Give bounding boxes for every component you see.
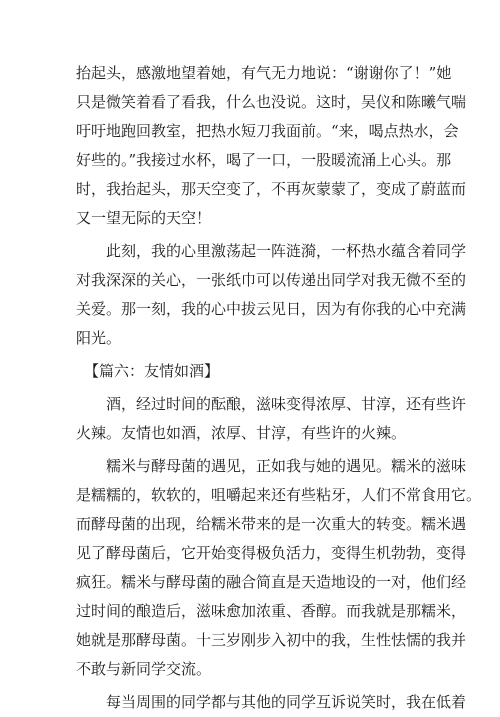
paragraph — [76, 688, 467, 717]
document-body — [76, 59, 482, 717]
text-line: 过时间的酿造后，滋味愈加浓重、香醇。而我就是那糯米， — [76, 602, 467, 620]
text-line: 此刻，我的心里激荡起一阵涟漪，一杯热水蕴含着同学 — [106, 242, 467, 260]
text-line: 时，我抬起头，那天空变了，不再灰蒙蒙了，变成了蔚蓝而 — [76, 180, 467, 198]
text-line: 阳光。 — [76, 329, 122, 347]
section-heading-text: 【篇六：友情如酒】 — [84, 362, 220, 380]
text-line: 对我深深的关心，一张纸巾可以传递出同学对我无微不至的 — [76, 271, 467, 289]
section-heading — [76, 357, 428, 386]
text-line: 又一望无际的天空！ — [76, 209, 212, 227]
text-line: 抬起头，感激地望着她，有气无力地说：“谢谢你了！”她 — [76, 64, 452, 82]
text-line: 见了酵母菌后，它开始变得极负活力，变得生机勃勃，变得 — [76, 544, 467, 562]
text-line: 而酵母菌的出现，给糯米带来的是一次重大的转变。糯米遇 — [76, 515, 467, 533]
text-line: 糯米与酵母菌的遇见，正如我与她的遇见。糯米的滋味 — [106, 457, 467, 475]
text-line: 酒，经过时间的酝酿，滋味变得浓厚、甘淳，还有些许 — [106, 395, 467, 413]
text-line: 每当周围的同学都与其他的同学互诉说笑时，我在低着 — [106, 693, 467, 711]
text-line: 关爱。那一刻，我的心中拔云见日，因为有你我的心中充满 — [76, 300, 467, 318]
text-line: 好些的。”我接过水杯，喝了一口，一股暖流涌上心头。那 — [76, 151, 452, 169]
text-line: 火辣。友情也如酒，浓厚、甘淳，有些许的火辣。 — [76, 424, 407, 442]
paragraph — [76, 237, 467, 353]
text-line: 是糯糯的，软软的，咀嚼起来还有些粘牙，人们不常食用它。 — [76, 486, 482, 504]
text-line: 不敢与新同学交流。 — [76, 660, 212, 678]
text-line: 她就是那酵母菌。十三岁刚步入初中的我，生性怯懦的我并 — [76, 631, 467, 649]
paragraph — [76, 390, 467, 448]
text-line: 只是微笑着看了看我，什么也没说。这时，吴仪和陈曦气喘 — [76, 93, 467, 111]
text-line: 疯狂。糯米与酵母菌的融合简直是天造地设的一对，他们经 — [76, 573, 467, 591]
paragraph — [76, 59, 467, 233]
text-line: 吁吁地跑回教室，把热水短刀我面前。“来，喝点热水，会 — [76, 122, 459, 140]
paragraph — [76, 452, 482, 684]
